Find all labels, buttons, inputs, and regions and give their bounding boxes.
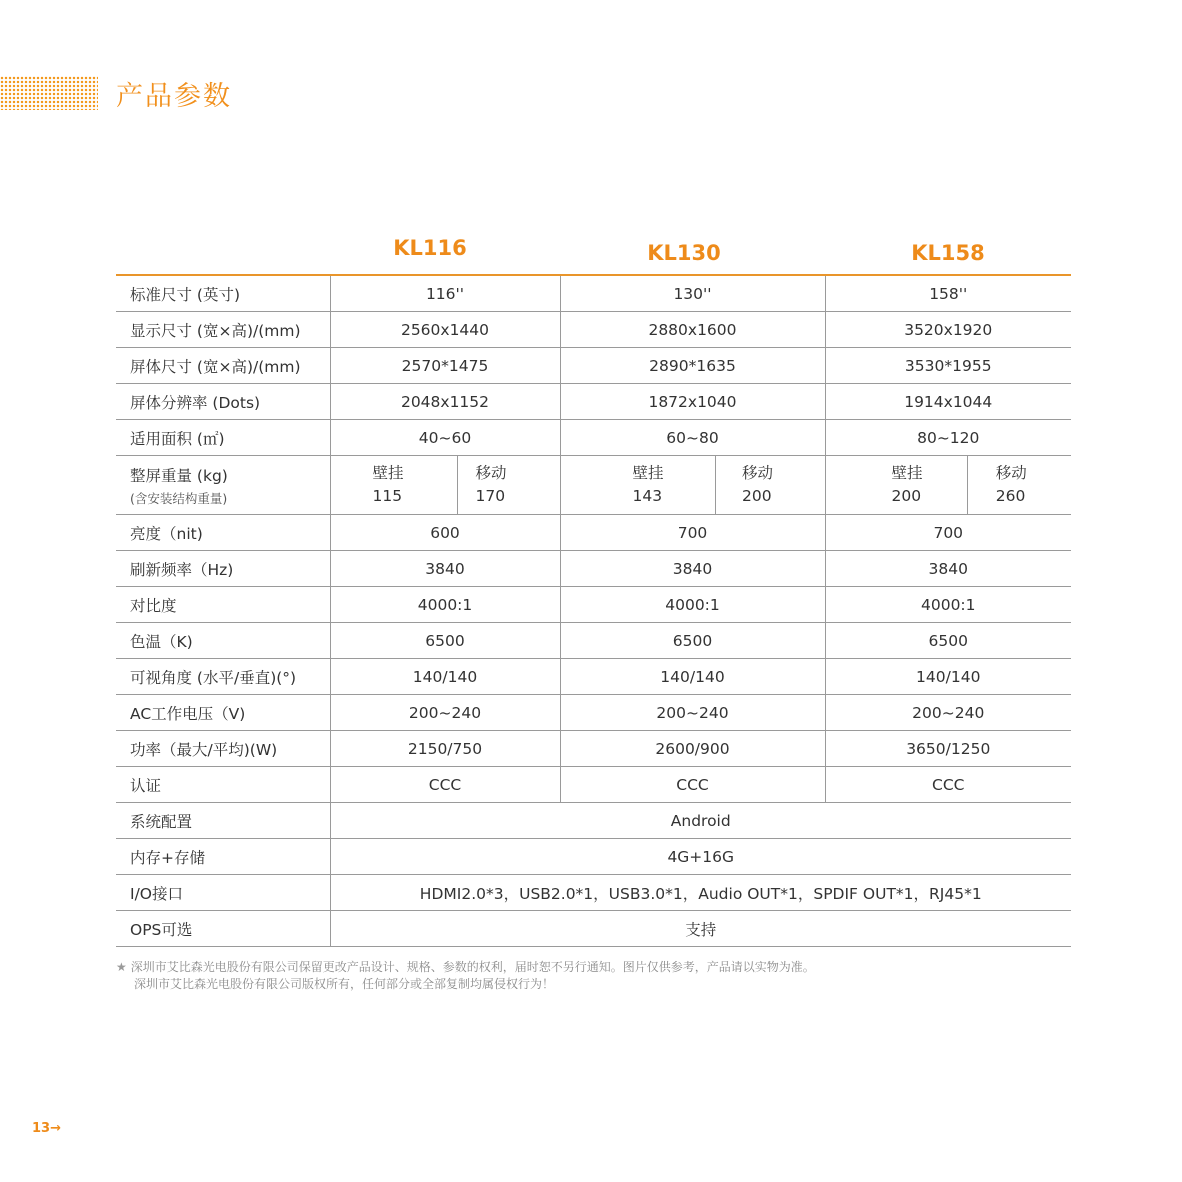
wall-mount-label: 壁挂 — [372, 464, 404, 482]
mobile-weight-value: 260 — [995, 487, 1026, 505]
value-cell: 3840 — [825, 551, 1071, 587]
arrow-right-icon: → — [50, 1121, 61, 1136]
section-title: 产品参数 — [116, 81, 232, 112]
row-label: OPS可选 — [116, 911, 330, 947]
value-cell: 2600/900 — [560, 731, 825, 767]
value-cell: 130'' — [560, 275, 825, 312]
shared-value-cell: 4G+16G — [330, 839, 1071, 875]
wall-mount-label: 壁挂 — [632, 464, 664, 482]
value-cell: 200~240 — [560, 695, 825, 731]
table-row — [116, 803, 1071, 839]
value-cell: 2880x1600 — [560, 312, 825, 348]
table-row — [116, 731, 1071, 767]
table-row — [116, 623, 1071, 659]
table-row — [116, 551, 1071, 587]
value-cell: 140/140 — [560, 659, 825, 695]
mobile-label: 移动 — [742, 464, 774, 482]
value-cell: 6500 — [560, 623, 825, 659]
value-cell: 140/140 — [825, 659, 1071, 695]
value-cell: 2560x1440 — [330, 312, 560, 348]
value-cell: 700 — [825, 515, 1071, 551]
value-cell: 2890*1635 — [560, 348, 825, 384]
value-cell: 3650/1250 — [825, 731, 1071, 767]
table-row — [116, 312, 1071, 348]
value-cell: 700 — [560, 515, 825, 551]
row-label: 可视角度 (水平/垂直)(°) — [116, 659, 330, 695]
value-cell: 6500 — [330, 623, 560, 659]
model-header-kl116: KL116 — [393, 236, 467, 260]
model-header-kl158: KL158 — [911, 241, 985, 265]
value-cell: 6500 — [825, 623, 1071, 659]
row-label: 亮度（nit) — [116, 515, 330, 551]
value-cell: CCC — [825, 767, 1071, 803]
spec-table — [116, 274, 1071, 947]
table-row — [116, 839, 1071, 875]
table-row — [116, 659, 1071, 695]
disclaimer-line-1: 深圳市艾比森光电股份有限公司保留更改产品设计、规格、参数的权利，届时恕不另行通知。图片仅供参考，产品请以实物为准。 — [130, 960, 815, 974]
table-row — [116, 587, 1071, 623]
value-cell: 2570*1475 — [330, 348, 560, 384]
value-cell: 116'' — [330, 275, 560, 312]
row-label: 对比度 — [116, 587, 330, 623]
row-label: AC工作电压（V) — [116, 695, 330, 731]
value-cell: 3520x1920 — [825, 312, 1071, 348]
value-cell: 4000:1 — [825, 587, 1071, 623]
row-label: 整屏重量 (kg) — [130, 466, 228, 485]
page-number — [32, 1121, 61, 1136]
row-label: 屏体尺寸 (宽×高)/(mm) — [116, 348, 330, 384]
page-number-text: 13 — [32, 1121, 51, 1136]
value-cell: 600 — [330, 515, 560, 551]
value-cell: 40~60 — [330, 420, 560, 456]
shared-value-cell: 支持 — [330, 911, 1071, 947]
value-cell: 158'' — [825, 275, 1071, 312]
weight-row — [116, 456, 1071, 515]
value-cell: 1872x1040 — [560, 384, 825, 420]
weight-label-cell — [116, 456, 330, 515]
star-icon: ★ — [116, 960, 127, 974]
value-cell: 3530*1955 — [825, 348, 1071, 384]
value-cell: 200~240 — [330, 695, 560, 731]
table-row — [116, 515, 1071, 551]
table-row — [116, 875, 1071, 911]
row-label: 色温（K) — [116, 623, 330, 659]
row-label: 认证 — [116, 767, 330, 803]
value-cell: 80~120 — [825, 420, 1071, 456]
mobile-weight-value: 170 — [475, 487, 506, 505]
value-cell: CCC — [560, 767, 825, 803]
value-cell: 60~80 — [560, 420, 825, 456]
row-sublabel: (含安装结构重量) — [130, 490, 228, 506]
value-cell: 3840 — [330, 551, 560, 587]
value-cell: CCC — [330, 767, 560, 803]
row-label: 内存+存储 — [116, 839, 330, 875]
shared-value-cell: Android — [330, 803, 1071, 839]
row-label: 适用面积 (㎡) — [116, 420, 330, 456]
row-label: 系统配置 — [116, 803, 330, 839]
value-cell: 2048x1152 — [330, 384, 560, 420]
value-cell: 200~240 — [825, 695, 1071, 731]
disclaimer-note — [116, 959, 815, 993]
table-row — [116, 420, 1071, 456]
value-cell: 4000:1 — [330, 587, 560, 623]
table-row — [116, 348, 1071, 384]
row-label: 功率（最大/平均)(W) — [116, 731, 330, 767]
row-label: 刷新频率（Hz) — [116, 551, 330, 587]
row-label: 屏体分辨率 (Dots) — [116, 384, 330, 420]
weight-cell-kl158 — [825, 456, 1071, 515]
row-label: I/O接口 — [116, 875, 330, 911]
wall-weight-value: 115 — [372, 487, 403, 505]
table-row — [116, 384, 1071, 420]
row-label: 显示尺寸 (宽×高)/(mm) — [116, 312, 330, 348]
wall-mount-label: 壁挂 — [891, 464, 923, 482]
dot-pattern-decoration — [0, 76, 98, 110]
table-row — [116, 275, 1071, 312]
table-row — [116, 695, 1071, 731]
value-cell: 140/140 — [330, 659, 560, 695]
mobile-label: 移动 — [475, 464, 507, 482]
wall-weight-value: 143 — [632, 487, 663, 505]
mobile-weight-value: 200 — [742, 487, 772, 505]
model-header-kl130: KL130 — [647, 241, 721, 265]
table-row — [116, 911, 1071, 947]
value-cell: 3840 — [560, 551, 825, 587]
wall-weight-value: 200 — [891, 487, 922, 505]
weight-cell-kl130 — [560, 456, 825, 515]
disclaimer-line-2: 深圳市艾比森光电股份有限公司版权所有，任何部分或全部复制均属侵权行为！ — [134, 977, 555, 991]
value-cell: 1914x1044 — [825, 384, 1071, 420]
mobile-label: 移动 — [995, 464, 1027, 482]
table-row — [116, 767, 1071, 803]
row-label: 标准尺寸 (英寸) — [116, 275, 330, 312]
shared-value-cell: HDMI2.0*3，USB2.0*1，USB3.0*1，Audio OUT*1，SPDIF OUT*1，RJ45*1 — [330, 875, 1071, 911]
value-cell: 4000:1 — [560, 587, 825, 623]
weight-cell-kl116 — [330, 456, 560, 515]
value-cell: 2150/750 — [330, 731, 560, 767]
